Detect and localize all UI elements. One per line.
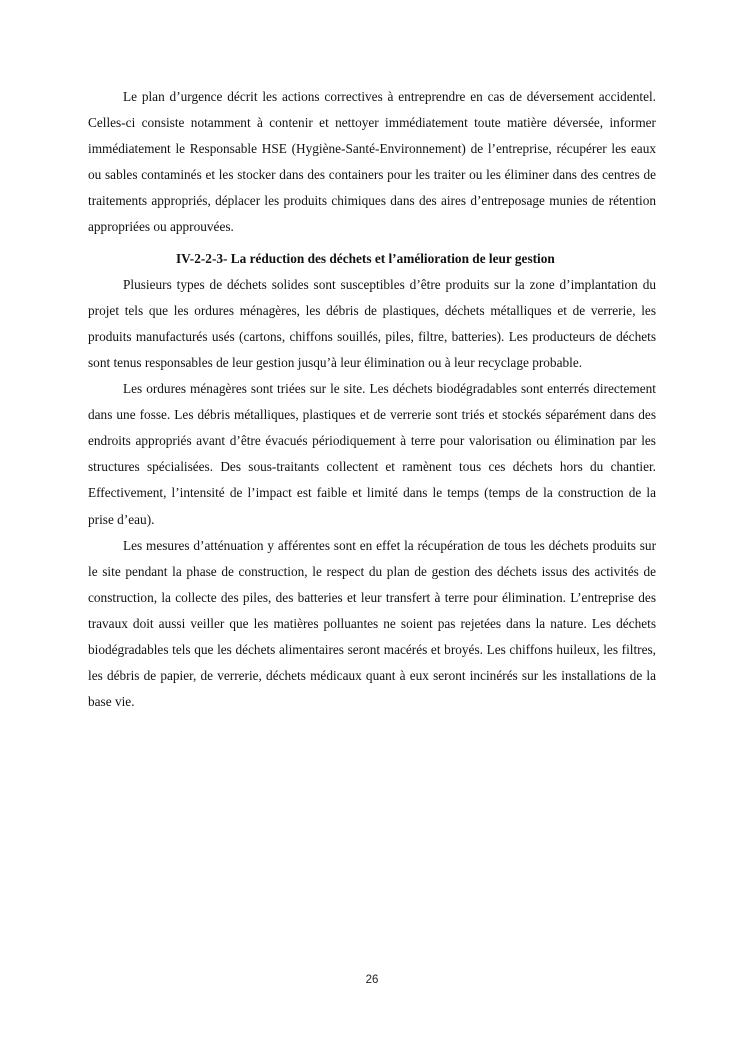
page-number: 26 (365, 974, 379, 986)
paragraph-mitigation-measures: Les mesures d’atténuation y afférentes sont en effet la récupération de tous les déchets produits sur le site pendant la phase de construction, le respect du plan de gestion des déchets issus des activités de construction, la collecte des piles, des batteries et leur transfert à terre pour élimination. L’entreprise des travaux doit aussi veiller que les matières polluantes ne soient pas rejetées dans la nature. Les déchets biodégradables tels que les déchets alimentaires seront macérés et broyés. Les chiffons huileux, les filtres, les débris de papier, de verrerie, déchets médicaux quant à eux seront incinérés sur les installations de la base vie. (88, 537, 656, 710)
paragraph-waste-types: Plusieurs types de déchets solides sont susceptibles d’être produits sur la zone d’implantation du projet tels que les ordures ménagères, les débris de plastiques, déchets métalliques et de verrerie, les produits manufacturés usés (cartons, chiffons souillés, piles, filtre, batteries). Les producteurs de déchets sont tenus responsables de leur gestion jusqu’à leur élimination ou à leur recyclage probable. (88, 276, 656, 370)
paragraph-emergency-plan: Le plan d’urgence décrit les actions correctives à entreprendre en cas de déversement accidentel. Celles-ci consiste notamment à contenir et nettoyer immédiatement toute matière déversée, informer immédiatement le Responsable HSE (Hygiène-Santé-Environnement) de l’entreprise, récupérer les eaux ou sables contaminés et les stocker dans des containers pour les traiter ou les éliminer dans des centres de traitements appropriés, déplacer les produits chimiques dans des aires d’entreposage munies de rétention appropriées ou approuvées. (88, 89, 656, 235)
section-heading: IV-2-2-3- La réduction des déchets et l’amélioration de leur gestion (176, 250, 555, 266)
page-body (88, 84, 656, 715)
paragraph-household-waste: Les ordures ménagères sont triées sur le site. Les déchets biodégradables sont enterrés directement dans une fosse. Les débris métalliques, plastiques et de verrerie sont triés et stockés séparément dans des endroits appropriés avant d’être évacués périodiquement à terre pour valorisation ou élimination par les structures spécialisées. Des sous-traitants collectent et ramènent tous ces déchets hors du chantier. Effectivement, l’intensité de l’impact est faible et limité dans le temps (temps de la construction de la prise d’eau). (88, 381, 656, 527)
